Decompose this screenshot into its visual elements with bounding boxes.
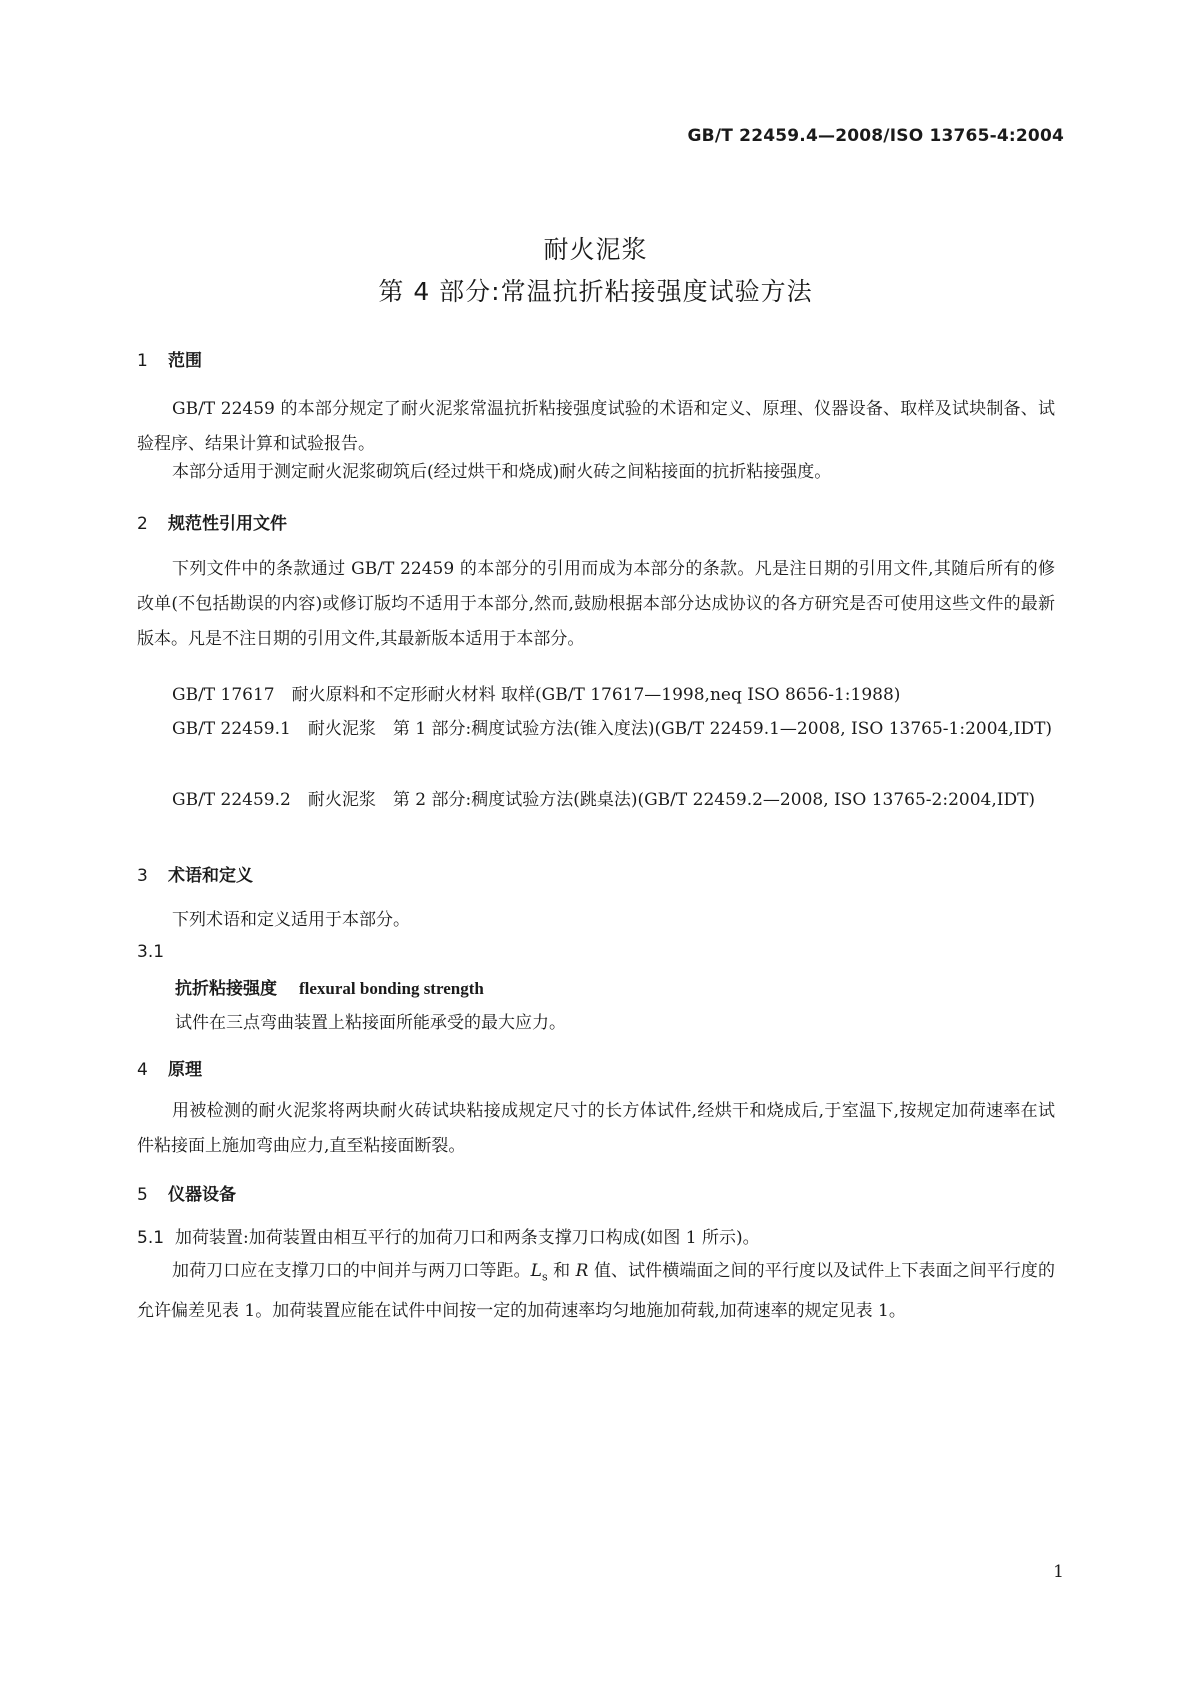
reference-1: GB/T 17617 耐火原料和不定形耐火材料 取样(GB/T 17617—1998,neq ISO 8656-1:1988) [172,685,901,705]
term-entry [175,974,484,999]
doc-title: 耐火泥浆 [543,235,648,264]
section-number: 4 [137,1060,148,1080]
section-number: 1 [137,351,148,371]
section-number: 2 [137,514,148,534]
section-number: 5 [137,1185,148,1205]
text-part: 加荷刀口应在支撑刀口的中间并与两刀口等距。 [172,1261,531,1281]
section-4-heading [137,1055,202,1080]
section-2-paragraph-1: 下列文件中的条款通过 GB/T 22459 的本部分的引用而成为本部分的条款。凡是注日期的引用文件,其随后所有的修改单(不包括勘误的内容)或修订版均不适用于本部分,然而,鼓励根据本部分达成协议的各方研究是否可使用这些文件的最新版本。凡是不注日期的引用文件,其最新版本适用于本部分。 [137,559,1055,649]
section-2-heading [137,509,287,534]
clause-text: 加荷装置:加荷装置由相互平行的加荷刀口和两条支撑刀口构成(如图 1 所示)。 [175,1228,760,1248]
subclause-number: 3.1 [137,942,165,962]
section-title: 原理 [168,1060,202,1080]
term-definition: 试件在三点弯曲装置上粘接面所能承受的最大应力。 [175,1013,566,1033]
section-5-paragraph-2 [137,1254,1055,1329]
section-title: 范围 [168,351,202,371]
reference-3: GB/T 22459.2 耐火泥浆 第 2 部分:稠度试验方法(跳桌法)(GB/T 22459.2—2008, ISO 13765-2:2004,IDT) [172,790,1036,810]
section-1-heading [137,346,202,371]
term-chinese: 抗折粘接强度 [175,979,277,999]
reference-2: GB/T 22459.1 耐火泥浆 第 1 部分:稠度试验方法(锥入度法)(GB/T 22459.1—2008, ISO 13765-1:2004,IDT) [172,719,1053,739]
text-part: 值、试件横端面之间的平行度以及试件上下表面之间平行度的允许偏差见表 1。加荷装置应能在试件中间按一定的加荷速率均匀地施加荷载,加荷速率的规定见表 1。 [137,1261,1055,1322]
symbol-R: R [575,1261,589,1281]
term-english: flexural bonding strength [299,979,484,998]
section-number: 3 [137,866,148,886]
section-title: 仪器设备 [168,1185,236,1205]
page-number: 1 [1053,1562,1064,1582]
section-title: 术语和定义 [168,866,253,886]
doc-subtitle: 第 4 部分:常温抗折粘接强度试验方法 [378,277,813,306]
text-part: 和 [547,1261,576,1281]
section-4-paragraph-1: 用被检测的耐火泥浆将两块耐火砖试块粘接成规定尺寸的长方体试件,经烘干和烧成后,于室温下,按规定加荷速率在试件粘接面上施加弯曲应力,直至粘接面断裂。 [137,1101,1055,1156]
clause-number: 5.1 [137,1228,165,1248]
section-1-paragraph-1: GB/T 22459 的本部分规定了耐火泥浆常温抗折粘接强度试验的术语和定义、原理、仪器设备、取样及试块制备、试验程序、结果计算和试验报告。 [137,399,1055,454]
section-3-heading [137,861,253,886]
section-3-paragraph-1: 下列术语和定义适用于本部分。 [172,910,410,930]
symbol-L-subscript: s [541,1270,548,1284]
standard-header: GB/T 22459.4—2008/ISO 13765-4:2004 [687,126,1064,146]
section-1-paragraph-2: 本部分适用于测定耐火泥浆砌筑后(经过烘干和烧成)耐火砖之间粘接面的抗折粘接强度。 [172,462,832,482]
section-title: 规范性引用文件 [168,514,287,534]
section-5-heading [137,1180,236,1205]
symbol-L: L [530,1261,542,1281]
clause-5-1 [137,1223,1055,1248]
